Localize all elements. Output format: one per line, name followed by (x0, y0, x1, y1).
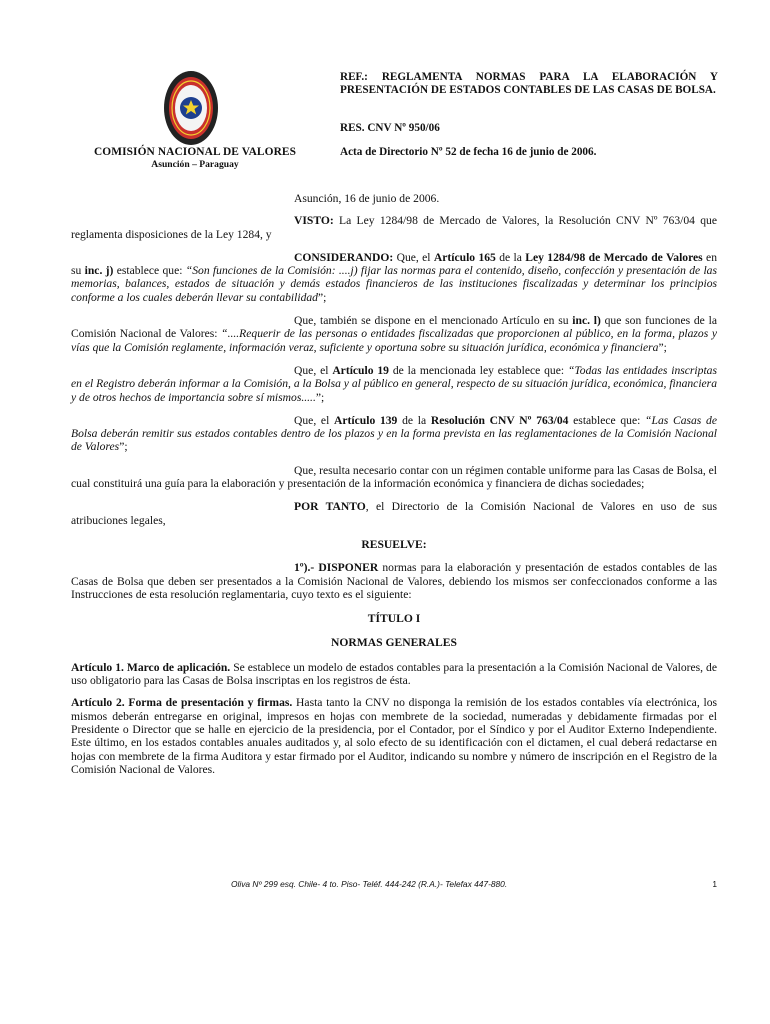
visto-paragraph (71, 214, 717, 241)
c2-text-1: Que, también se dispone en el mencionado Artículo en su (294, 314, 573, 328)
c1-bold-2: Ley 1284/98 de Mercado de Valores (525, 250, 703, 264)
articulo-2-paragraph (71, 696, 717, 776)
resolution-number: RES. CNV Nº 950/06 (340, 122, 440, 134)
por-tanto-paragraph (71, 500, 717, 527)
issuer-block (60, 146, 330, 170)
c3-end: ”; (315, 390, 325, 404)
articulo-2-text: Hasta tanto la CNV no disponga la remisión de los estados contables vía electrónica, los mismos deberán entregarse en original, impresos en hojas con membrete de la sociedad, numeradas y debidamente firmadas por el Presidente o Director que se halle en ejercicio de la presidencia, por el Contador, por el Síndico y por el Auditor Externo Independiente. Este último, en los estados contables anuales auditados y, al solo efecto de su identificación con el dictamen, el cual deberá redactarse en hojas con membrete de la firma Auditora y estar firmado por el Auditor, indicando su nombre y número de inscripción en el Registro de la Comisión Nacional de Valores. (71, 696, 717, 776)
c4-text-2: de la (397, 413, 431, 427)
visto-text: La Ley 1284/98 de Mercado de Valores, la Resolución CNV Nº 763/04 que reglamenta disposiciones de la Ley 1284, y (71, 214, 717, 241)
c4-quote: “Las Casas de Bolsa deberán remitir sus estados contables dentro de los plazos y en la forma prevista en las reglamentaciones de la Comisión Nacional de Valores (71, 413, 717, 454)
org-name: COMISIÓN NACIONAL DE VALORES (93, 146, 297, 158)
por-tanto-label: POR TANTO (294, 500, 366, 514)
reference-line: REF.: REGLAMENTA NORMAS PARA LA ELABORACIÓN Y PRESENTACIÓN DE ESTADOS CONTABLES DE LAS CASAS DE BOLSA. (340, 71, 718, 97)
acta-line: Acta de Directorio Nº 52 de fecha 16 de junio de 2006. (340, 146, 597, 158)
c4-text-3: establece que: (568, 413, 646, 427)
c4-bold-1: Artículo 139 (334, 413, 398, 427)
org-city: Asunción – Paraguay (151, 159, 239, 170)
considerando-label: CONSIDERANDO: (294, 250, 394, 264)
disponer-text: normas para la elaboración y presentación de estados contables de las Casas de Bolsa que deben ser presentados a la Comisión Nacional de Valores, debiendo los mismos ser confeccionados conforme a las Instrucciones de esta resolución reglamentaria, cuyo texto es el siguiente: (71, 561, 717, 601)
normas-generales-heading: NORMAS GENERALES (331, 636, 457, 650)
c1-text-1: Que, el (393, 250, 434, 264)
document-body (71, 192, 717, 776)
titulo-heading: TÍTULO I (367, 612, 421, 626)
articulo-1-text: Se establece un modelo de estados contables para la presentación a la Comisión Nacional de Valores, de uso obligatorio para las Casas de Bolsa inscriptas en los registros de ésta. (71, 660, 717, 688)
c1-text-4: establece que: (113, 264, 186, 278)
considerando-paragraph-5: Que, resulta necesario contar con un régimen contable uniforme para las Casas de Bolsa, el cual constituirá una guía para la elaboración y presentación de la información económica y financiera de dichas sociedades; (71, 463, 718, 491)
c1-end: ”; (317, 290, 327, 304)
c3-text-2: de la mencionada ley establece que: (388, 363, 568, 377)
articulo-1-label: Artículo 1. Marco de aplicación. (71, 660, 231, 674)
c1-bold-1: Artículo 165 (433, 250, 496, 264)
disponer-label: 1º).- DISPONER (294, 561, 379, 575)
articulo-2-label: Artículo 2. Forma de presentación y firmas. (71, 696, 293, 710)
articulo-1-paragraph (71, 661, 717, 688)
c4-text-1: Que, el (294, 413, 335, 427)
c3-text-1: Que, el (294, 363, 333, 377)
por-tanto-text: , el Directorio de la Comisión Nacional de Valores en uso de sus atribuciones legales, (71, 500, 717, 527)
considerando-paragraph-1 (71, 251, 717, 304)
c2-text-2: que son funciones de la Comisión Nacional de Valores: (71, 314, 717, 341)
c3-bold-1: Artículo 19 (332, 363, 389, 377)
footer-address: Oliva Nº 299 esq. Chile- 4 to. Piso- Teléf. 444-242 (R.A.)- Telefax 447-880. (231, 879, 508, 889)
c2-end: ”; (658, 340, 667, 354)
considerando-paragraph-2 (71, 314, 717, 354)
c4-bold-2: Resolución CNV Nº 763/04 (430, 413, 569, 427)
c1-text-2: de la (495, 250, 526, 264)
visto-label: VISTO: (294, 214, 334, 228)
c2-bold-1: inc. l) (572, 314, 601, 328)
considerando-paragraph-3 (71, 364, 717, 404)
resuelve-heading: RESUELVE: (361, 537, 427, 551)
c1-quote: “Son funciones de la Comisión: ....j) fijar las normas para el contenido, diseño, confección y presentación de las memorias, balances, estados de situación y demás estados financieros de las instituciones fiscalizadas y determinar los principios conforme a los cuales deberán llevar su contabilidad (71, 264, 717, 304)
disponer-paragraph (71, 561, 717, 601)
c1-bold-3: inc. j) (84, 264, 114, 278)
c1-text-3: en su (71, 250, 717, 278)
c4-end: ”; (119, 440, 128, 454)
date-line: Asunción, 16 de junio de 2006. (294, 192, 440, 205)
considerando-paragraph-4 (71, 414, 717, 454)
page-number: 1 (712, 879, 717, 889)
c2-quote: “....Requerir de las personas o entidades fiscalizadas que proporcionen al público, en la forma, plazos y vías que la Comisión reglamente, información veraz, suficiente y oportuna sobre su situación jurídica, económica y financiera (71, 327, 717, 354)
c3-quote: “Todas las entidades inscriptas en el Registro deberán informar a la Comisión, a la Bolsa y al público en general, respecto de su situación jurídica, económica, financiera y de otros hechos de importancia sobre sí mismos..... (71, 363, 717, 404)
national-seal-icon (163, 70, 219, 146)
